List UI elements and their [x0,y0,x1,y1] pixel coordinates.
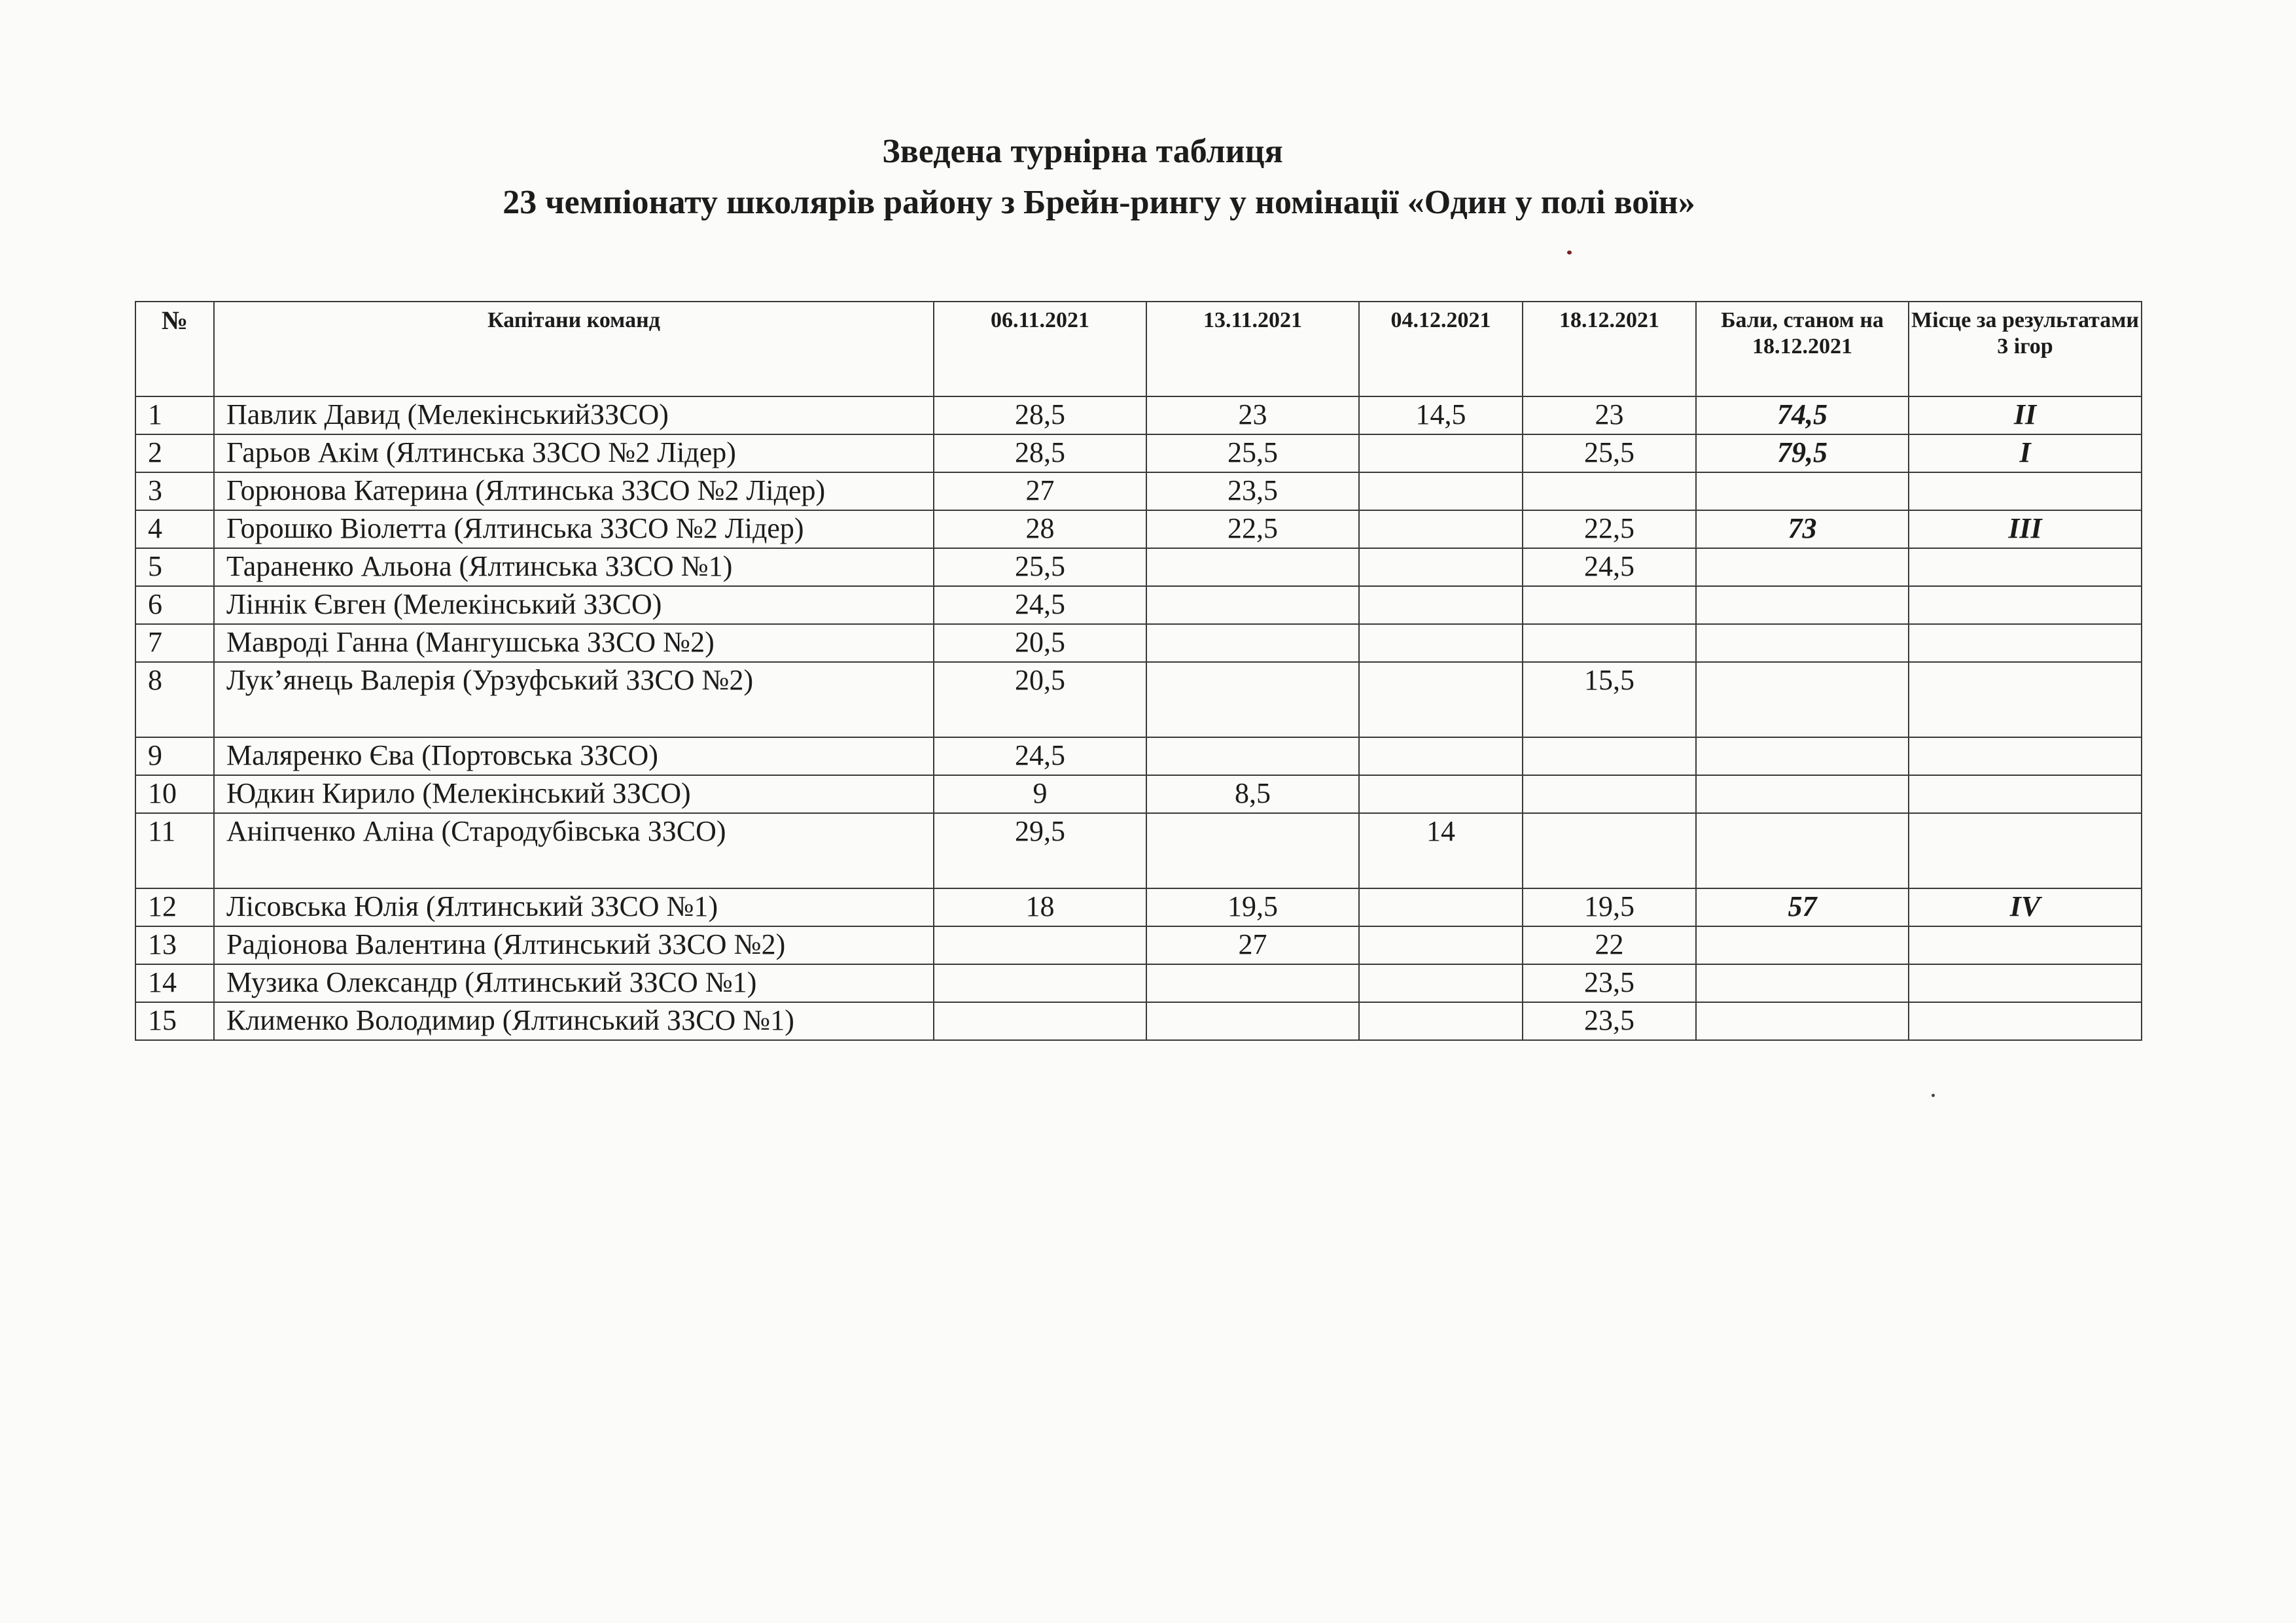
table-row [135,1002,2142,1040]
row-number: 10 [135,775,214,813]
row-total-points [1696,472,1909,510]
row-score-date-3: 14 [1359,813,1523,888]
header-captains: Капітани команд [214,302,934,396]
table-row [135,396,2142,434]
table-row [135,813,2142,888]
row-total-points [1696,1002,1909,1040]
row-total-points [1696,624,1909,662]
row-place: II [1909,396,2142,434]
row-number: 1 [135,396,214,434]
table-row [135,624,2142,662]
row-score-date-1 [934,926,1146,964]
row-number: 11 [135,813,214,888]
scan-speck [1567,251,1572,254]
row-score-date-3 [1359,472,1523,510]
row-captain-name: Тараненко Альона (Ялтинська ЗЗСО №1) [214,548,934,586]
row-score-date-4: 24,5 [1523,548,1696,586]
row-score-date-1: 18 [934,888,1146,926]
row-number: 13 [135,926,214,964]
header-place: Місце за результатами 3 ігор [1909,302,2142,396]
row-total-points [1696,813,1909,888]
page-title: Зведена турнірна таблиця [882,133,1283,170]
row-score-date-4: 15,5 [1523,662,1696,737]
row-score-date-1: 9 [934,775,1146,813]
row-captain-name: Музика Олександр (Ялтинський ЗЗСО №1) [214,964,934,1002]
table-row [135,775,2142,813]
row-score-date-3 [1359,775,1523,813]
page-subtitle: 23 чемпіонату школярів району з Брейн-рингу у номінації «Один у полі воїн» [503,184,1695,221]
row-score-date-4 [1523,737,1696,775]
row-captain-name: Ліннік Євген (Мелекінський ЗЗСО) [214,586,934,624]
table-row [135,586,2142,624]
row-number: 15 [135,1002,214,1040]
row-score-date-2: 25,5 [1146,434,1359,472]
row-score-date-2 [1146,737,1359,775]
row-captain-name: Юдкин Кирило (Мелекінський ЗЗСО) [214,775,934,813]
row-captain-name: Горошко Віолетта (Ялтинська ЗЗСО №2 Лідер) [214,510,934,548]
row-total-points: 73 [1696,510,1909,548]
row-total-points [1696,964,1909,1002]
row-score-date-4: 23,5 [1523,964,1696,1002]
row-captain-name: Клименко Володимир (Ялтинський ЗЗСО №1) [214,1002,934,1040]
row-score-date-2: 27 [1146,926,1359,964]
row-score-date-2: 23,5 [1146,472,1359,510]
table-header-row [135,302,2142,396]
table-row [135,434,2142,472]
row-score-date-4 [1523,813,1696,888]
row-score-date-1 [934,964,1146,1002]
row-place [1909,775,2142,813]
row-score-date-4: 23,5 [1523,1002,1696,1040]
row-score-date-3 [1359,586,1523,624]
row-score-date-1: 28 [934,510,1146,548]
table-row [135,926,2142,964]
row-score-date-3 [1359,964,1523,1002]
row-number: 9 [135,737,214,775]
row-place [1909,813,2142,888]
row-score-date-1: 24,5 [934,737,1146,775]
row-score-date-3: 14,5 [1359,396,1523,434]
results-table [135,301,2142,1041]
header-date-1: 06.11.2021 [934,302,1146,396]
row-total-points: 79,5 [1696,434,1909,472]
row-place [1909,662,2142,737]
row-score-date-2 [1146,813,1359,888]
row-place [1909,964,2142,1002]
row-score-date-2: 8,5 [1146,775,1359,813]
row-score-date-2 [1146,662,1359,737]
row-score-date-2 [1146,964,1359,1002]
row-captain-name: Аніпченко Аліна (Стародубівська ЗЗСО) [214,813,934,888]
row-number: 12 [135,888,214,926]
table-row [135,662,2142,737]
row-score-date-4: 23 [1523,396,1696,434]
row-score-date-3 [1359,548,1523,586]
row-place: IV [1909,888,2142,926]
table-row [135,888,2142,926]
row-score-date-3 [1359,510,1523,548]
row-score-date-3 [1359,888,1523,926]
header-points: Бали, станом на 18.12.2021 [1696,302,1909,396]
row-captain-name: Лісовська Юлія (Ялтинський ЗЗСО №1) [214,888,934,926]
row-score-date-3 [1359,624,1523,662]
header-date-2: 13.11.2021 [1146,302,1359,396]
row-score-date-3 [1359,434,1523,472]
row-score-date-1: 28,5 [934,434,1146,472]
header-date-3: 04.12.2021 [1359,302,1523,396]
row-place [1909,548,2142,586]
row-place: I [1909,434,2142,472]
row-score-date-4 [1523,775,1696,813]
row-number: 4 [135,510,214,548]
header-number: № [135,302,214,396]
row-score-date-4: 19,5 [1523,888,1696,926]
row-captain-name: Горюнова Катерина (Ялтинська ЗЗСО №2 Лідер) [214,472,934,510]
row-score-date-2 [1146,624,1359,662]
row-score-date-1 [934,1002,1146,1040]
row-number: 6 [135,586,214,624]
row-captain-name: Маляренко Єва (Портовська ЗЗСО) [214,737,934,775]
row-score-date-4: 22 [1523,926,1696,964]
row-place: III [1909,510,2142,548]
row-score-date-1: 20,5 [934,662,1146,737]
row-score-date-1: 29,5 [934,813,1146,888]
header-date-4: 18.12.2021 [1523,302,1696,396]
table-row [135,964,2142,1002]
row-score-date-3 [1359,662,1523,737]
row-total-points [1696,775,1909,813]
row-place [1909,737,2142,775]
row-score-date-4 [1523,586,1696,624]
table-row [135,510,2142,548]
table-row [135,737,2142,775]
table-row [135,472,2142,510]
row-score-date-3 [1359,737,1523,775]
row-score-date-1: 28,5 [934,396,1146,434]
row-number: 5 [135,548,214,586]
row-number: 8 [135,662,214,737]
row-score-date-3 [1359,926,1523,964]
row-total-points [1696,548,1909,586]
row-score-date-4 [1523,472,1696,510]
row-score-date-3 [1359,1002,1523,1040]
row-place [1909,1002,2142,1040]
row-score-date-2: 23 [1146,396,1359,434]
row-captain-name: Павлик Давид (МелекінськийЗЗСО) [214,396,934,434]
row-number: 3 [135,472,214,510]
row-score-date-4 [1523,624,1696,662]
row-score-date-1: 27 [934,472,1146,510]
row-place [1909,472,2142,510]
row-place [1909,586,2142,624]
row-number: 2 [135,434,214,472]
row-score-date-2 [1146,548,1359,586]
row-total-points [1696,586,1909,624]
row-captain-name: Радіонова Валентина (Ялтинський ЗЗСО №2) [214,926,934,964]
table-row [135,548,2142,586]
row-score-date-2 [1146,1002,1359,1040]
row-total-points: 74,5 [1696,396,1909,434]
row-score-date-4: 25,5 [1523,434,1696,472]
row-number: 7 [135,624,214,662]
row-total-points [1696,926,1909,964]
row-captain-name: Лук’янець Валерія (Урзуфський ЗЗСО №2) [214,662,934,737]
row-place [1909,624,2142,662]
row-score-date-2: 22,5 [1146,510,1359,548]
row-score-date-1: 25,5 [934,548,1146,586]
row-total-points: 57 [1696,888,1909,926]
row-total-points [1696,737,1909,775]
row-place [1909,926,2142,964]
row-score-date-2: 19,5 [1146,888,1359,926]
row-score-date-1: 24,5 [934,586,1146,624]
scan-speck [1932,1094,1935,1097]
row-score-date-1: 20,5 [934,624,1146,662]
row-total-points [1696,662,1909,737]
row-score-date-4: 22,5 [1523,510,1696,548]
row-captain-name: Мавроді Ганна (Мангушська ЗЗСО №2) [214,624,934,662]
row-captain-name: Гарьов Акім (Ялтинська ЗЗСО №2 Лідер) [214,434,934,472]
row-score-date-2 [1146,586,1359,624]
row-number: 14 [135,964,214,1002]
